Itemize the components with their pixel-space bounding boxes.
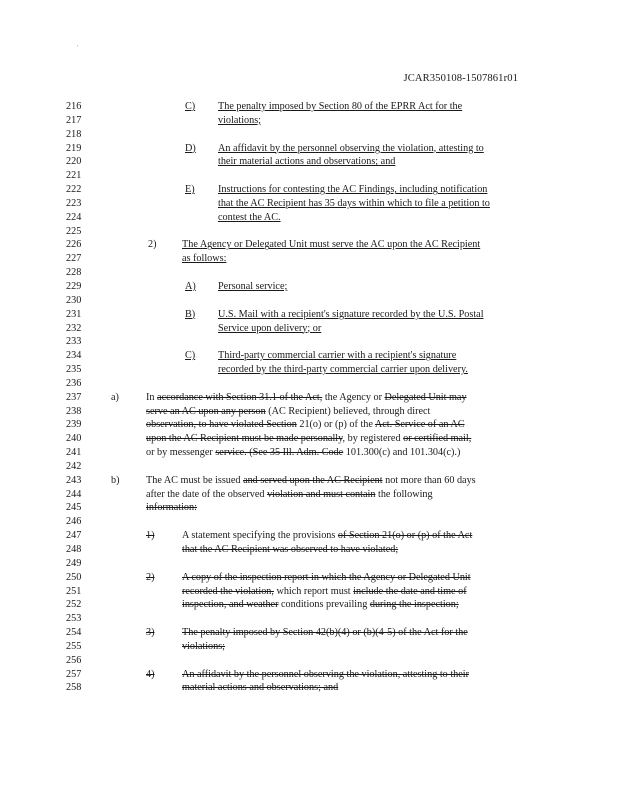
item-label: 1)	[146, 530, 155, 542]
text-segment: not more than 60 days	[382, 474, 476, 486]
text-segment: conditions prevailing	[278, 599, 370, 611]
inserted-text: contest the AC.	[218, 211, 281, 223]
line-text	[218, 100, 462, 114]
line-number: 246	[66, 516, 82, 528]
line-text	[218, 363, 468, 377]
item-label: E)	[185, 184, 195, 196]
deleted-text: of Section 21(o) or (p) of the Act	[337, 530, 473, 542]
line-number: 218	[66, 128, 82, 140]
line-text	[182, 585, 467, 599]
document-line	[0, 488, 618, 502]
deleted-text: Act. Service of an AC	[374, 419, 465, 431]
line-number: 223	[66, 197, 82, 209]
document-line	[0, 612, 618, 626]
document-line	[0, 308, 618, 322]
document-line	[0, 100, 618, 114]
line-number: 253	[66, 613, 82, 625]
deleted-text: serve an AC upon any person	[146, 405, 266, 417]
line-number: 237	[66, 391, 82, 403]
line-text	[146, 418, 465, 432]
text-segment: (AC Recipient) believed, through direct	[265, 405, 431, 417]
document-line	[0, 626, 618, 640]
item-label: b)	[111, 474, 120, 486]
document-line	[0, 349, 618, 363]
line-number: 254	[66, 627, 82, 639]
text-segment: A statement specifying the provisions	[182, 530, 338, 542]
document-line	[0, 142, 618, 156]
item-label: 2)	[148, 239, 157, 251]
inserted-text: Service upon delivery; or	[218, 322, 322, 334]
document-line	[0, 460, 618, 474]
deleted-text: that the AC Recipient was observed to have violated;	[182, 544, 399, 555]
line-text	[218, 280, 287, 294]
line-text	[218, 349, 456, 363]
document-line	[0, 252, 618, 266]
line-number: 230	[66, 294, 82, 306]
inserted-text: Personal service;	[218, 280, 288, 292]
inserted-text: Third-party commercial carrier with a recipient's signature	[218, 350, 457, 362]
document-line	[0, 294, 618, 308]
line-number: 258	[66, 682, 82, 694]
inserted-text: The penalty imposed by Section 80 of the EPRR Act for the	[218, 101, 463, 112]
document-line	[0, 114, 618, 128]
line-number: 226	[66, 239, 82, 251]
document-line	[0, 432, 618, 446]
inserted-text: violations;	[218, 114, 262, 126]
line-number: 220	[66, 156, 82, 168]
document-line	[0, 446, 618, 460]
deleted-text: An affidavit by the personnel observing	[182, 668, 347, 680]
line-number: 229	[66, 280, 82, 292]
deleted-text: information:	[146, 502, 197, 514]
line-number: 240	[66, 433, 82, 445]
line-text	[182, 668, 469, 682]
text-segment: 21(o) or (p) of the	[296, 419, 375, 431]
line-number: 252	[66, 599, 82, 611]
deleted-text: or certified mail,	[403, 433, 472, 445]
line-text	[146, 446, 460, 460]
line-text	[218, 142, 484, 156]
document-line	[0, 183, 618, 197]
line-number: 231	[66, 308, 82, 320]
document-line	[0, 640, 618, 654]
line-text	[182, 640, 225, 654]
document-line	[0, 169, 618, 183]
line-number: 219	[66, 142, 82, 154]
line-number: 238	[66, 405, 82, 417]
line-number: 244	[66, 488, 82, 500]
deleted-text: inspection, and weather	[182, 599, 279, 611]
text-segment: In	[146, 391, 158, 403]
inserted-text: that the AC Recipient has 35 days within which to file a petition to	[218, 197, 490, 209]
document-line	[0, 529, 618, 543]
line-number: 217	[66, 114, 82, 126]
line-text	[146, 432, 471, 446]
line-number: 242	[66, 460, 82, 472]
inserted-text: The Agency or Delegated Unit must serve the AC upon the AC Recipient	[182, 239, 481, 251]
document-line	[0, 405, 618, 419]
document-line	[0, 598, 618, 612]
line-number: 234	[66, 350, 82, 362]
line-number: 255	[66, 640, 82, 652]
line-text	[182, 238, 480, 252]
text-segment: which report must	[273, 585, 354, 597]
document-line	[0, 335, 618, 349]
line-number: 256	[66, 654, 82, 666]
line-number: 249	[66, 557, 82, 569]
line-number: 248	[66, 544, 82, 555]
line-text	[146, 474, 476, 488]
deleted-text: the violation, attesting to their	[346, 668, 469, 680]
document-line	[0, 654, 618, 668]
document-line	[0, 543, 618, 557]
line-number: 247	[66, 530, 82, 542]
line-number: 225	[66, 225, 82, 237]
text-segment: 101.300(c) and 101.304(c).)	[343, 447, 461, 459]
line-text	[218, 308, 484, 322]
item-label: 4)	[146, 668, 155, 680]
line-number: 224	[66, 211, 82, 223]
line-number: 235	[66, 364, 82, 376]
item-label: C)	[185, 350, 196, 362]
line-text	[182, 543, 398, 557]
deleted-text: service. (See 35 Ill. Adm. Code	[215, 447, 344, 459]
deleted-text: upon the AC Recipient must be made personally	[146, 433, 343, 445]
deleted-text: material actions and observations; and	[182, 682, 339, 694]
inserted-text: their material actions and observations; and	[218, 156, 396, 168]
deleted-text: violation and must contain	[267, 488, 376, 500]
document-line	[0, 501, 618, 515]
document-line	[0, 474, 618, 488]
document-line	[0, 585, 618, 599]
deleted-text: during the inspection;	[369, 599, 459, 611]
line-text	[146, 405, 430, 419]
line-number: 216	[66, 101, 82, 112]
line-number: 221	[66, 170, 82, 182]
document-line	[0, 418, 618, 432]
line-text	[182, 571, 471, 585]
document-line	[0, 681, 618, 695]
inserted-text: U.S. Mail with a recipient's signature recorded by the U.S. Postal	[218, 308, 484, 320]
deleted-text: The penalty imposed by Section 42(b)(4) or (b)(4-5) of the Act for the	[182, 627, 468, 639]
line-number: 245	[66, 502, 82, 514]
line-text	[182, 598, 459, 612]
line-text	[218, 183, 487, 197]
document-id-header: JCAR350108-1507861r01	[403, 73, 518, 84]
line-number: 228	[66, 267, 82, 279]
document-line	[0, 391, 618, 405]
document-line	[0, 571, 618, 585]
inserted-text: recorded by the third-party commercial carrier upon delivery.	[218, 364, 468, 376]
line-number: 232	[66, 322, 82, 334]
document-line	[0, 128, 618, 142]
document-line	[0, 155, 618, 169]
document-line	[0, 280, 618, 294]
line-text	[146, 488, 433, 502]
deleted-text: accordance with Section 31.1 of the Act,	[157, 391, 323, 403]
inserted-text: Instructions for contesting the AC Findings, including notification	[218, 184, 488, 196]
line-text	[146, 501, 197, 515]
item-label: a)	[111, 391, 119, 403]
line-text	[218, 155, 395, 169]
text-segment: , by registered	[342, 433, 404, 445]
document-line	[0, 377, 618, 391]
document-body	[0, 100, 618, 695]
line-text	[182, 681, 338, 695]
deleted-text: recorded the violation,	[182, 585, 274, 597]
line-number: 241	[66, 447, 82, 459]
page-mark: '	[77, 45, 79, 51]
deleted-text: violations;	[182, 640, 226, 652]
document-line	[0, 668, 618, 682]
line-text	[218, 197, 490, 211]
document-line	[0, 363, 618, 377]
line-text	[182, 529, 472, 543]
document-line	[0, 225, 618, 239]
line-number: 257	[66, 668, 82, 680]
document-line	[0, 322, 618, 336]
document-line	[0, 515, 618, 529]
text-segment: the following	[375, 488, 433, 500]
line-number: 243	[66, 474, 82, 486]
line-number: 251	[66, 585, 82, 597]
line-text	[218, 114, 261, 128]
deleted-text: observation, to have violated Section	[146, 419, 297, 431]
document-line	[0, 238, 618, 252]
inserted-text: An affidavit by the personnel observing the violation, attesting to	[218, 142, 484, 154]
line-number: 233	[66, 336, 82, 348]
deleted-text: Delegated Unit may	[384, 391, 467, 403]
line-text	[218, 322, 321, 336]
item-label: B)	[185, 308, 196, 320]
line-number: 227	[66, 253, 82, 265]
document-line	[0, 266, 618, 280]
text-segment: or by messenger	[146, 447, 216, 459]
document-line	[0, 557, 618, 571]
deleted-text: A copy of the inspection report in which	[182, 571, 349, 583]
line-number: 222	[66, 184, 82, 196]
deleted-text: and served upon the AC Recipient	[243, 474, 383, 486]
document-line	[0, 197, 618, 211]
item-label: D)	[185, 142, 196, 154]
line-text	[182, 252, 226, 266]
deleted-text: include the date and time of	[353, 585, 467, 597]
line-text	[218, 211, 281, 225]
item-label: 3)	[146, 627, 155, 639]
line-number: 239	[66, 419, 82, 431]
line-text	[146, 391, 467, 405]
item-label: A)	[185, 280, 196, 292]
document-line	[0, 211, 618, 225]
text-segment: after the date of the observed	[146, 488, 268, 500]
line-text	[182, 626, 468, 640]
text-segment: The AC must be issued	[146, 474, 244, 486]
line-number: 236	[66, 377, 82, 389]
line-number: 250	[66, 571, 82, 583]
text-segment: the Agency or	[322, 391, 385, 403]
deleted-text: the Agency or Delegated Unit	[348, 571, 471, 583]
item-label: 2)	[146, 571, 155, 583]
inserted-text: as follows:	[182, 253, 227, 265]
item-label: C)	[185, 101, 196, 112]
